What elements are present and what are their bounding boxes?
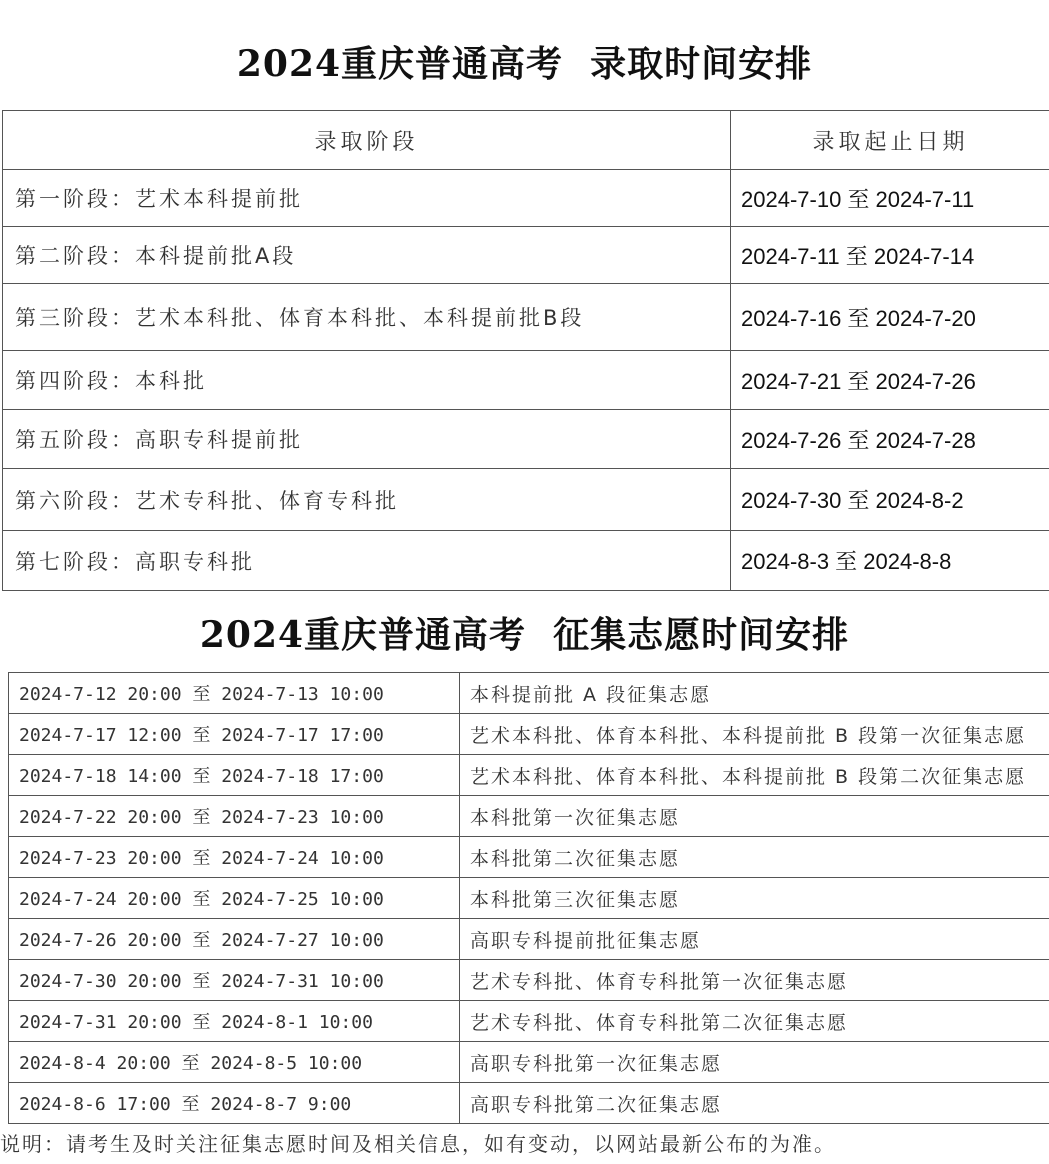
- header-dates: 录取起止日期: [731, 111, 1049, 170]
- date-cell: 2024-7-30 至 2024-8-2: [731, 469, 1049, 531]
- date-cell: 2024-7-10 至 2024-7-11: [731, 170, 1049, 227]
- stage-cell: 第一阶段：艺术本科提前批: [3, 170, 731, 227]
- stage-cell: 第三阶段：艺术本科批、体育本科批、本科提前批B段: [3, 284, 731, 351]
- admission-title: 2024重庆普通高考 录取时间安排: [236, 43, 813, 85]
- time-cell: 2024-7-31 20:00 至 2024-8-1 10:00: [9, 1001, 460, 1042]
- table-row: [3, 227, 1049, 284]
- desc-cell: 高职专科批第一次征集志愿: [460, 1042, 1049, 1083]
- table-header-row: [3, 111, 1049, 170]
- table-row: [3, 351, 1049, 410]
- date-cell: 2024-7-11 至 2024-7-14: [731, 227, 1049, 284]
- desc-cell: 艺术本科批、体育本科批、本科提前批 B 段第二次征集志愿: [460, 755, 1049, 796]
- table-row: [3, 170, 1049, 227]
- date-cell: 2024-7-16 至 2024-7-20: [731, 284, 1049, 351]
- desc-cell: 本科批第二次征集志愿: [460, 837, 1049, 878]
- desc-cell: 艺术专科批、体育专科批第二次征集志愿: [460, 1001, 1049, 1042]
- stage-cell: 第二阶段：本科提前批A段: [3, 227, 731, 284]
- time-cell: 2024-7-24 20:00 至 2024-7-25 10:00: [9, 878, 460, 919]
- desc-cell: 艺术本科批、体育本科批、本科提前批 B 段第一次征集志愿: [460, 714, 1049, 755]
- desc-cell: 本科提前批 A 段征集志愿: [460, 673, 1049, 714]
- date-cell: 2024-7-26 至 2024-7-28: [731, 410, 1049, 469]
- date-cell: 2024-7-21 至 2024-7-26: [731, 351, 1049, 410]
- solicitation-schedule-table: [8, 672, 1049, 1124]
- time-cell: 2024-7-12 20:00 至 2024-7-13 10:00: [9, 673, 460, 714]
- solicitation-title: 2024重庆普通高考 征集志愿时间安排: [199, 614, 850, 656]
- table-row: [9, 714, 1049, 755]
- stage-cell: 第六阶段：艺术专科批、体育专科批: [3, 469, 731, 531]
- stage-cell: 第五阶段：高职专科提前批: [3, 410, 731, 469]
- desc-cell: 艺术专科批、体育专科批第一次征集志愿: [460, 960, 1049, 1001]
- time-cell: 2024-8-4 20:00 至 2024-8-5 10:00: [9, 1042, 460, 1083]
- table-row: [9, 1001, 1049, 1042]
- desc-cell: 本科批第一次征集志愿: [460, 796, 1049, 837]
- time-cell: 2024-7-18 14:00 至 2024-7-18 17:00: [9, 755, 460, 796]
- time-cell: 2024-7-26 20:00 至 2024-7-27 10:00: [9, 919, 460, 960]
- desc-cell: 本科批第三次征集志愿: [460, 878, 1049, 919]
- table-row: [9, 919, 1049, 960]
- table-row: [9, 960, 1049, 1001]
- table-row: [9, 878, 1049, 919]
- time-cell: 2024-7-17 12:00 至 2024-7-17 17:00: [9, 714, 460, 755]
- admission-schedule-table: [2, 110, 1049, 591]
- table-row: [9, 1083, 1049, 1124]
- table-row: [3, 410, 1049, 469]
- table-row: [3, 531, 1049, 591]
- table-row: [9, 1042, 1049, 1083]
- footnote: 说明：请考生及时关注征集志愿时间及相关信息，如有变动，以网站最新公布的为准。: [0, 1132, 836, 1156]
- stage-cell: 第四阶段：本科批: [3, 351, 731, 410]
- time-cell: 2024-7-30 20:00 至 2024-7-31 10:00: [9, 960, 460, 1001]
- stage-cell: 第七阶段：高职专科批: [3, 531, 731, 591]
- table-row: [3, 469, 1049, 531]
- table-row: [9, 673, 1049, 714]
- table-row: [3, 284, 1049, 351]
- table-row: [9, 796, 1049, 837]
- table-row: [9, 837, 1049, 878]
- desc-cell: 高职专科批第二次征集志愿: [460, 1083, 1049, 1124]
- header-stage: 录取阶段: [3, 111, 731, 170]
- date-cell: 2024-8-3 至 2024-8-8: [731, 531, 1049, 591]
- time-cell: 2024-7-23 20:00 至 2024-7-24 10:00: [9, 837, 460, 878]
- table-row: [9, 755, 1049, 796]
- time-cell: 2024-8-6 17:00 至 2024-8-7 9:00: [9, 1083, 460, 1124]
- desc-cell: 高职专科提前批征集志愿: [460, 919, 1049, 960]
- time-cell: 2024-7-22 20:00 至 2024-7-23 10:00: [9, 796, 460, 837]
